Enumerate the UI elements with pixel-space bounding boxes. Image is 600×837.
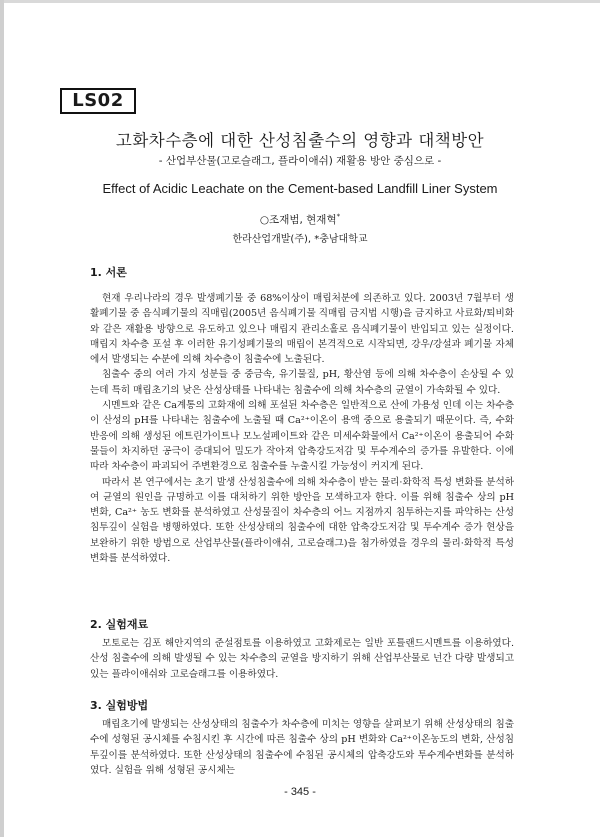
paragraph: 따라서 본 연구에서는 초기 발생 산성침출수에 의해 차수층이 받는 물리·화학적 특성 변화를 분석하여 균열의 원인을 규명하고 이를 대처하기 위한 방안을 모색하고자 한다. 이를 위해 침출수 상의 pH 변화, Ca²⁺ 농도 변화를 분석하였고 산성물질이 차수층의 어느 지점까지 침투하는지를 파악하는 산성침투깊이 실험을 병행하였다. 또한 산성상태의 침출수에 대한 압축강도저감 및 투수계수 증가 현상을 보완하기 위한 방법으로 산업부산물(플라이애쉬, 고로슬래그)을 첨가하였을 경우의 물리·화학적 특성변화를 분석하였다.: [90, 476, 514, 565]
section-body-intro: [90, 291, 514, 566]
paragraph: 시멘트와 같은 Ca계통의 고화재에 의해 포설된 차수층은 일반적으로 산에 가용성 인데 이는 차수층이 산성의 pH를 나타내는 침출수에 노출될 때 Ca²⁺이온이 용액 중으로 용출되기 때문이다. 즉, 수화반응에 의해 생성된 에트린가이트나 모노설페이트와 같은 미세수화물에서 Ca²⁺이온이 용출되어 수화물들이 차지하던 공극이 증대되어 밀도가 작아져 압축강도저감 및 투수계수의 증가를 유발한다. 이에 따라 차수층이 파괴되어 주변환경으로 침출수를 누출시킬 가능성이 커지게 된다.: [90, 400, 514, 473]
paragraph: 현재 우리나라의 경우 발생폐기물 중 68%이상이 매립처분에 의존하고 있다. 2003년 7월부터 생활폐기물 중 음식폐기물의 직매립(2005년 음식폐기물 직매립 금지법 시행)을 금지하고 사료화/퇴비화와 같은 재활용 방향으로 유도하고 있으나 매립지 관리소홀로 음식폐기물이 반입되고 있는 실정이다. 매립지 차수층 포설 후 이러한 유기성폐기물의 매립이 본격적으로 시작되면, 강우/강설과 폐기물 자체에서 발생되는 수분에 의해 차수층이 침출수에 노출된다.: [90, 293, 515, 366]
paragraph: 매립초기에 발생되는 산성상태의 침출수가 차수층에 미치는 영향을 살펴보기 위해 산성상태의 침출수에 성형된 공시체를 수침시킨 후 시간에 따른 침출수 상의 pH 변화와 Ca²⁺이온농도의 변화, 산성침투깊이를 분석하였다. 또한 산성상태의 침출수에 수침된 공시체의 압축강도와 투수계수변화를 분석하였다. 실험을 위해 성형된 공시체는: [90, 719, 514, 776]
scan-edge-top: [0, 0, 600, 3]
paper-title: 고화차수층에 대한 산성침출수의 영향과 대책방안: [115, 131, 485, 150]
english-title: Effect of Acidic Leachate on the Cement-based Landfill Liner System: [102, 181, 498, 196]
author-mark: *: [336, 212, 341, 221]
page-number: - 345 -: [284, 786, 316, 798]
paper-code-box: LS02: [60, 88, 136, 114]
paragraph: 침출수 중의 여러 가지 성분들 중 중금속, 유기물질, pH, 황산염 등에 의해 차수층이 손상될 수 있는데 특히 매립초기의 낮은 산성상태를 나타내는 침출수에 의해 차수층의 균열이 가속화될 수 있다.: [90, 369, 515, 396]
scan-edge-left: [0, 0, 4, 837]
affiliation: 한라산업개발(주), *충남대학교: [232, 234, 368, 245]
paper-subtitle: - 산업부산물(고로슬래그, 플라이애쉬) 재활용 방안 중심으로 -: [158, 155, 442, 167]
section-body-methods: [90, 717, 514, 778]
section-heading-materials: 2. 실험재료: [90, 618, 149, 631]
paragraph: 모토로는 김포 해안지역의 준설점토를 이용하였고 고화제로는 일반 포틀랜드시멘트를 이용하였다. 산성 침출수에 의해 발생될 수 있는 차수층의 균열을 방지하기 위해 산업부산물로 넌간 다량 발생되고 있는 플라이애쉬와 고로슬래그를 이용하였다.: [90, 638, 514, 680]
author-names: ○조재범, 현재혁: [259, 214, 337, 226]
authors: [0, 212, 600, 227]
section-heading-intro: 1. 서론: [90, 266, 127, 279]
section-body-materials: [90, 636, 514, 682]
section-heading-methods: 3. 실험방법: [90, 699, 149, 712]
